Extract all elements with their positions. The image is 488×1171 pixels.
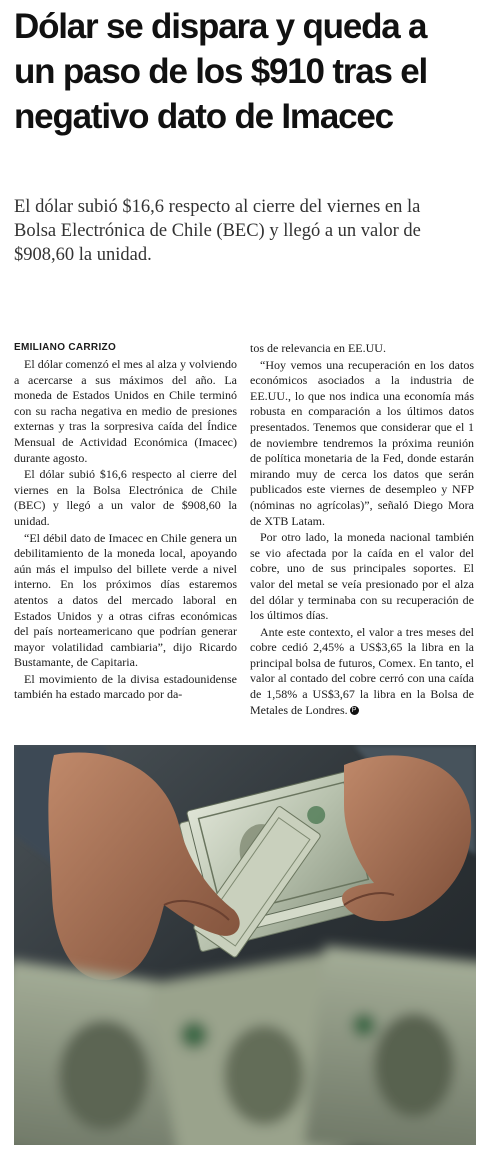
headline [14,4,482,139]
article-column-1 [14,341,237,704]
paragraph: “El débil dato de Imacec en Chile genera un debilitamiento de la moneda local, apoyando aún más el impulso del billete verde a nivel interno. En los próximos días estaremos atentos a datos del mercado laboral en Estados Unidos y a otras cifras económicas del país norteamericano que podrían generar mayor volatilidad cambiaria”, dijo Ricardo Bustamante, de Capitaria. [14,530,237,670]
paragraph: El dólar comenzó el mes al alza y volviendo a acercarse a sus máximos del año. La moneda de Estados Unidos en Chile terminó con su racha negativa en medio de presiones externas y tras la sorpresiva caída del Índice Mensual de Actividad Económica (Imacec) durante agosto. [14,357,237,465]
hands-counting-dollars-image [14,745,476,1145]
headline-line: un paso de los $910 tras el [14,52,428,91]
paragraph: Por otro lado, la moneda nacional también se vio afectada por la caída en el valor del cobre, uno de sus principales soportes. El valor del metal se veía presionado por el alza del dólar y terminaba con su recuperación de los últimos días. [250,530,474,623]
last-paragraph [250,625,474,719]
end-mark-icon: P [350,706,359,715]
paragraph: “Hoy vemos una recuperación en los datos económicos asociados a la industria de EE.UU., lo que nos indica una economía más robusta en comparación a los últimos datos presentados. Tenemos que considerar que el 1 de noviembre tendremos la próxima reunión de política monetaria de la Fed, donde estarán mirando muy de cerca los datos que serán publicados este viernes de desempleo y NFP (nóminas no agrícolas)”, señaló Diego Mora de XTB Latam. [250,357,474,528]
headline-line: Dólar se dispara y queda a [14,7,427,46]
lede-line: Bolsa Electrónica de Chile (BEC) y llegó a un valor de [14,221,421,241]
paragraph: El dólar subió $16,6 respecto al cierre del viernes en la Bolsa Electrónica de Chile (BEC) y llegó a un valor de $908,60 la unidad. [14,467,237,528]
byline: EMILIANO CARRIZO [14,342,117,353]
headline-line: negativo dato de Imacec [14,97,393,136]
article-column-2 [250,341,474,719]
paragraph-continuation: tos de relevancia en EE.UU. [250,341,386,355]
dollar-bills-photo [14,745,476,1145]
lede [14,195,476,267]
lede-line: El dólar subió $16,6 respecto al cierre del viernes en la [14,197,421,217]
paragraph: El movimiento de la divisa estadounidense también ha estado marcado por da- [14,671,237,702]
lede-line: $908,60 la unidad. [14,245,152,265]
paragraph-text: Ante este contexto, el valor a tres meses del cobre cedió 2,45% a US$3,65 la libra en la principal bolsa de futuros, Comex. En tanto, el valor al contado del cobre cerró con una caída de 1,58% a US$3,67 la libra en la Bolsa de Metales de Londres. [250,624,474,717]
